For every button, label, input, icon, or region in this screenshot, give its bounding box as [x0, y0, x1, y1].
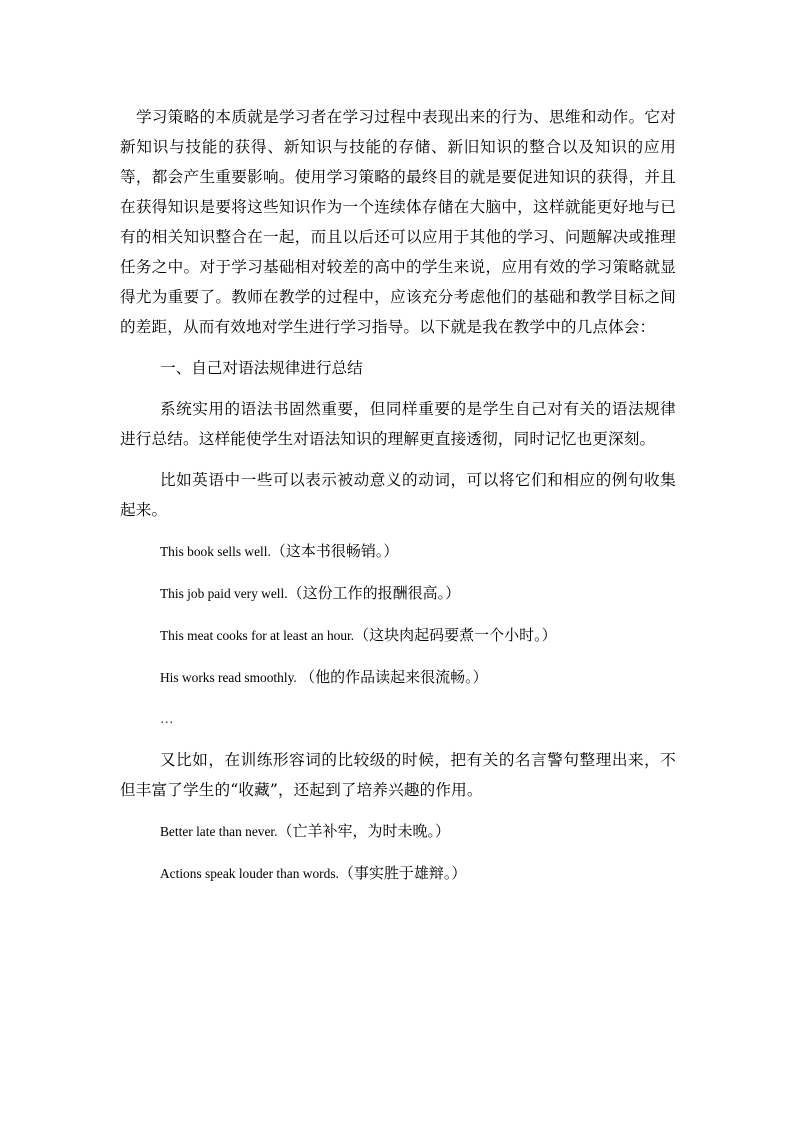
example-sentence: [120, 536, 676, 567]
proverb-sentence: [120, 816, 676, 847]
intro-paragraph: 学习策略的本质就是学习者在学习过程中表现出来的行为、思维和动作。它对新知识与技能的获得、新知识与技能的存储、新旧知识的整合以及知识的应用等，都会产生重要影响。使用学习策略的最终目的就是要促进知识的获得，并且在获得知识是要将这些知识作为一个连续体存储在大脑中，这样就能更好地与已有的相关知识整合在一起，而且以后还可以应用于其他的学习、问题解决或推理任务之中。对于学习基础相对较差的高中的学生来说，应用有效的学习策略就显得尤为重要了。教师在教学的过程中，应该充分考虑他们的基础和教学目标之间的差距，从而有效地对学生进行学习指导。以下就是我在教学中的几点体会：: [120, 108, 676, 336]
example-sentence: [120, 662, 676, 693]
document-body: [120, 102, 676, 900]
example-english: This book sells well.: [160, 544, 271, 559]
example-translation: （他的作品读起来很流畅。）: [300, 668, 488, 686]
section-heading: 一、自己对语法规律进行总结: [160, 359, 363, 377]
ellipsis: …: [160, 711, 174, 726]
example-english: This job paid very well.: [160, 586, 288, 601]
proverb-english: Better late than never.: [160, 824, 278, 839]
paragraph-grammar-summary: 系统实用的语法书固然重要，但同样重要的是学生自己对有关的语法规律进行总结。这样能使学生对语法知识的理解更直接透彻，同时记忆也更深刻。: [120, 400, 676, 448]
example-translation: （这块肉起码要煮一个小时。）: [354, 626, 557, 644]
proverb-sentence: [120, 858, 676, 889]
example-translation: （这份工作的报酬很高。）: [287, 584, 461, 602]
example-english: This meat cooks for at least an hour.: [160, 628, 355, 643]
paragraph-comparatives: 又比如，在训练形容词的比较级的时候，把有关的名言警句整理出来，不但丰富了学生的“收藏”，还起到了培养兴趣的作用。: [120, 751, 676, 799]
example-translation: （这本书很畅销。）: [270, 542, 399, 560]
paragraph-passive-verbs: 比如英语中一些可以表示被动意义的动词，可以将它们和相应的例句收集起来。: [120, 471, 676, 519]
example-sentence: [120, 578, 676, 609]
proverb-translation: （事实胜于雄辩。）: [338, 864, 467, 882]
proverb-translation: （亡羊补牢，为时未晚。）: [277, 822, 451, 840]
example-english: His works read smoothly.: [160, 670, 301, 685]
proverb-english: Actions speak louder than words.: [160, 866, 339, 881]
example-sentence: [120, 620, 676, 651]
